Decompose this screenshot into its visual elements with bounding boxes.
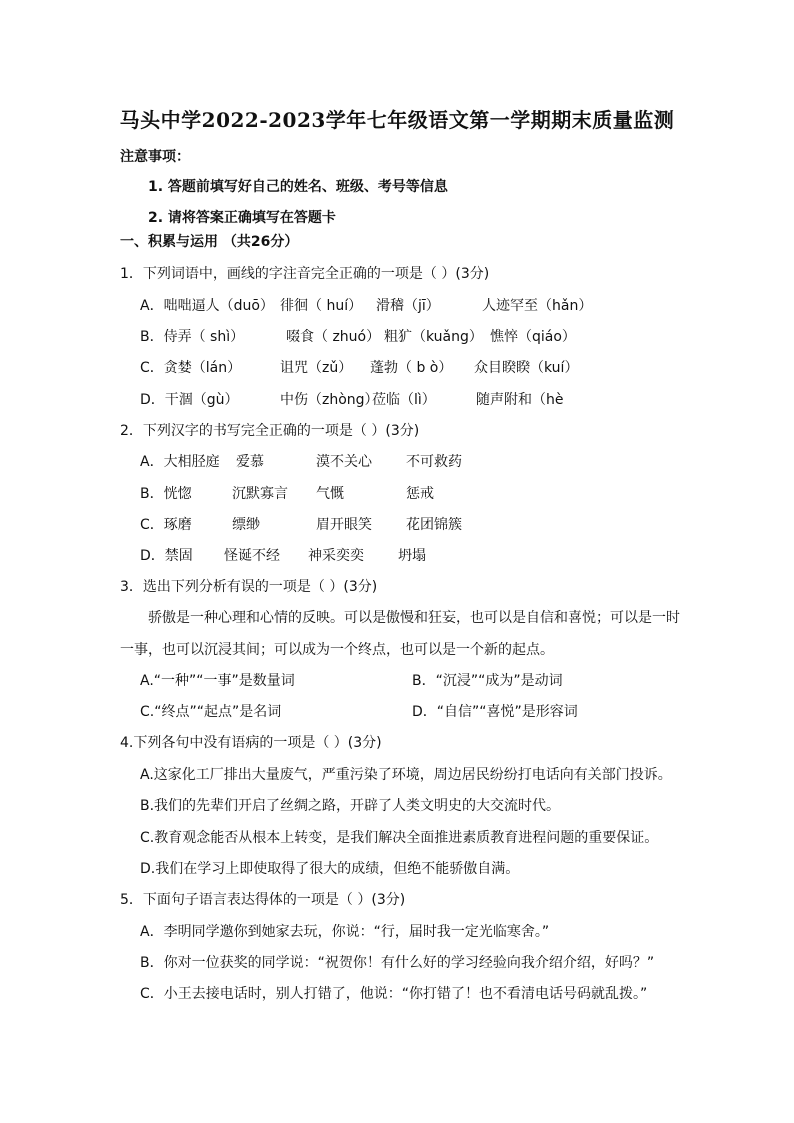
option-cell: B．恍惚: [140, 486, 192, 502]
question-4-option-b: B.我们的先辈们开启了丝绸之路，开辟了人类文明史的大交流时代。: [140, 798, 561, 814]
option-cell: 眉开眼笑: [316, 517, 372, 533]
question-5-stem: 5．下面句子语言表达得体的一项是（ ）(3分): [120, 892, 406, 908]
question-4-option-a: A.这家化工厂排出大量废气，严重污染了环境，周边居民纷纷打电话向有关部门投诉。: [140, 767, 672, 783]
option-cell: 缥缈: [232, 517, 260, 533]
option-cell: 沉默寡言: [232, 486, 288, 502]
option-cell: 怪诞不经: [224, 548, 280, 564]
option-cell: 随声附和（hè: [476, 392, 564, 408]
option-cell: 粗犷（kuǎng）: [384, 329, 483, 345]
option-cell: 神采奕奕: [308, 548, 364, 564]
option-cell: 蓬勃（ b ò）: [370, 360, 453, 376]
question-3-option-c: C.“终点”“起点”是名词: [140, 704, 282, 720]
page-title: 马头中学2022-2023学年七年级语文第一学期期末质量监测: [119, 108, 675, 132]
option-cell: 滑稽（jī）: [376, 298, 440, 314]
question-5-option-c: C．小王去接电话时，别人打错了，他说：“你打错了！也不看清电话号码就乱拨。”: [140, 986, 648, 1002]
option-cell: B．侍弄（ shì）: [140, 329, 245, 345]
option-cell: 啜食（ zhuó）: [286, 329, 381, 345]
option-cell: 人迹罕至（hǎn）: [482, 298, 593, 314]
section-heading: 一、积累与运用 （共26分）: [120, 234, 299, 250]
notice-heading: 注意事项：: [120, 149, 190, 165]
option-cell: C．贪婪（lán）: [140, 360, 242, 376]
question-5-option-b: B．你对一位获奖的同学说：“祝贺你！有什么好的学习经验向我介绍介绍，好吗？”: [140, 955, 655, 971]
question-4-stem: 4.下列各句中没有语病的一项是（ ）(3分): [120, 735, 382, 751]
question-3-stem: 3．选出下列分析有误的一项是（ ）(3分): [120, 579, 378, 595]
option-cell: 爱慕: [236, 454, 264, 470]
option-cell: A．大相胫庭: [140, 454, 220, 470]
notice-item-1: 1. 答题前填写好自己的姓名、班级、考号等信息: [148, 179, 448, 195]
option-cell: 诅咒（zǔ）: [280, 360, 353, 376]
question-4-option-c: C.教育观念能否从根本上转变，是我们解决全面推进素质教育进程问题的重要保证。: [140, 830, 659, 846]
question-5-option-a: A．李明同学邀你到她家去玩，你说：“行，届时我一定光临寒舍。”: [140, 924, 550, 940]
notice-item-2: 2. 请将答案正确填写在答题卡: [148, 210, 336, 226]
option-cell: 不可救药: [406, 454, 462, 470]
option-cell: 徘徊（ huí）: [280, 298, 363, 314]
option-cell: C．琢磨: [140, 517, 192, 533]
option-cell: 花团锦簇: [406, 517, 462, 533]
option-cell: 气慨: [316, 486, 344, 502]
option-cell: 惩戒: [406, 486, 434, 502]
option-cell: D．干涸（gù）: [140, 392, 239, 408]
option-cell: 憔悴（qiáo）: [490, 329, 576, 345]
question-4-option-d: D.我们在学习上即使取得了很大的成绩，但绝不能骄傲自满。: [140, 861, 520, 877]
question-3-option-d: D．“自信”“喜悦”是形容词: [412, 704, 578, 720]
option-cell: 众目睽睽（kuí）: [474, 360, 579, 376]
option-cell: 坍塌: [398, 548, 426, 564]
question-3-passage-line-1: 骄傲是一种心理和心情的反映。可以是傲慢和狂妄，也可以是自信和喜悦；可以是一时: [148, 610, 680, 626]
question-3-option-a: A.“一种”“一事”是数量词: [140, 673, 295, 689]
question-3-passage-line-2: 一事，也可以沉浸其间；可以成为一个终点，也可以是一个新的起点。: [120, 642, 554, 658]
option-cell: A．咄咄逼人（duō）: [140, 298, 274, 314]
option-cell: 中伤（zhòng）: [280, 392, 379, 408]
question-2-stem: 2．下列汉字的书写完全正确的一项是（ ）(3分): [120, 423, 420, 439]
option-cell: 莅临（lì）: [372, 392, 436, 408]
option-cell: D．禁固: [140, 548, 193, 564]
option-cell: 漠不关心: [316, 454, 372, 470]
question-3-option-b: B．“沉浸”“成为”是动词: [412, 673, 563, 689]
question-1-stem: 1．下列词语中，画线的字注音完全正确的一项是（ ）(3分): [120, 266, 490, 282]
